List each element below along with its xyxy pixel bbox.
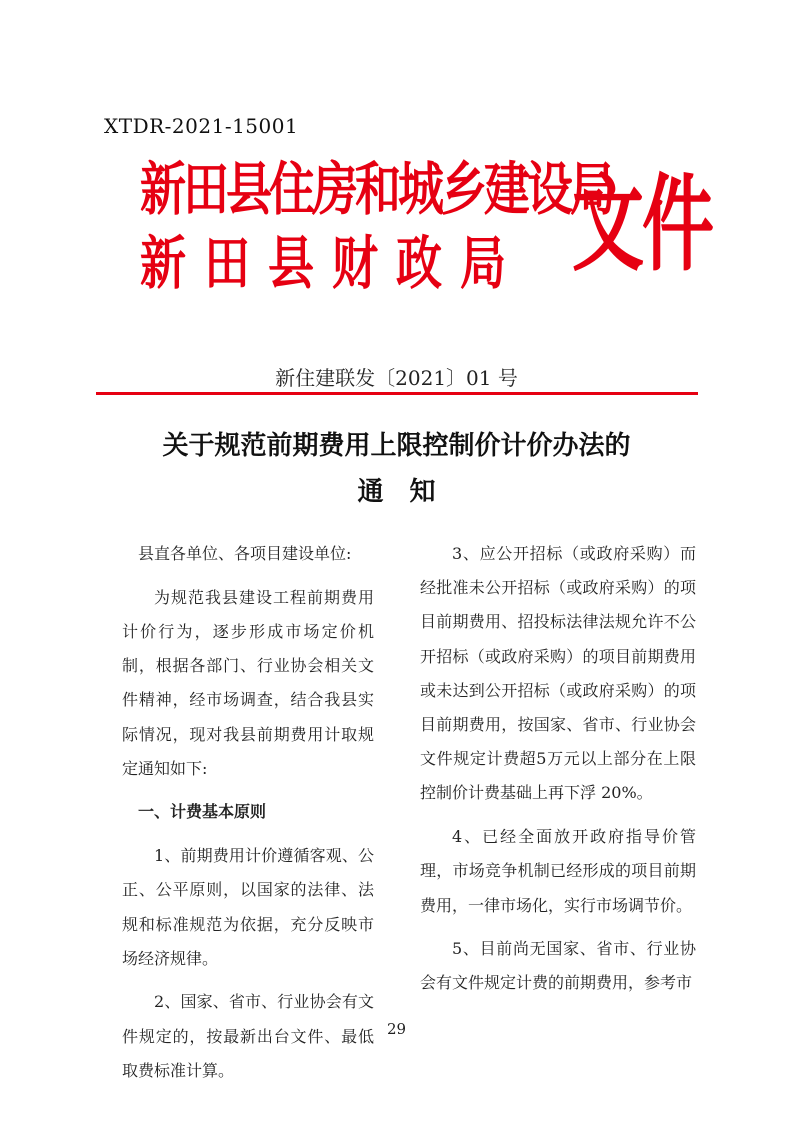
red-header bbox=[140, 152, 713, 312]
document-title-notice: 通知 bbox=[357, 477, 462, 507]
body-column-right bbox=[420, 537, 696, 1010]
body-paragraph: 为规范我县建设工程前期费用计价行为，逐步形成市场定价机制，根据各部门、行业协会相关文件精神，经市场调查，结合我县实际情况，现对我县前期费用计取规定通知如下: bbox=[122, 587, 374, 778]
body-column-left bbox=[122, 537, 374, 1098]
document-code: XTDR-2021-15001 bbox=[104, 114, 299, 138]
body-paragraph: 2、国家、省市、行业协会有文件规定的，按最新出台文件、最低取费标准计算。 bbox=[122, 992, 374, 1080]
document-type-label: 文件 bbox=[572, 163, 713, 286]
page-number: 29 bbox=[386, 1020, 407, 1038]
section-heading: 一、计费基本原则 bbox=[138, 802, 267, 822]
salutation: 县直各单位、各项目建设单位: bbox=[138, 544, 352, 563]
body-paragraph: 4、已经全面放开政府指导价管理，市场竞争机制已经形成的项目前期费用，一律市场化，实行市场调节价。 bbox=[420, 827, 696, 915]
body-paragraph: 1、前期费用计价遵循客观、公正、公平原则，以国家的法律、法规和标准规范为依据，充分反映市场经济规律。 bbox=[122, 846, 374, 968]
red-divider-line bbox=[96, 392, 698, 395]
document-number: 新住建联发〔2021〕01 号 bbox=[275, 366, 518, 390]
document-title: 关于规范前期费用上限控制价计价办法的 bbox=[162, 431, 631, 461]
body-paragraph: 3、应公开招标（或政府采购）而经批准未公开招标（或政府采购）的项目前期费用、招投标法律法规允许不公开招标（或政府采购）的项目前期费用或未达到公开招标（或政府采购）的项目前期费用，按国家、省市、行业协会文件规定计费超5万元以上部分在上限控制价计费基础上再下浮 20%。 bbox=[420, 544, 696, 803]
body-paragraph: 5、目前尚无国家、省市、行业协会有文件规定计费的前期费用，参考市 bbox=[420, 939, 696, 993]
issuer-housing-bureau: 新田县住房和城乡建设局 bbox=[140, 155, 613, 223]
issuer-finance-bureau: 新田县财政局 bbox=[140, 229, 524, 297]
